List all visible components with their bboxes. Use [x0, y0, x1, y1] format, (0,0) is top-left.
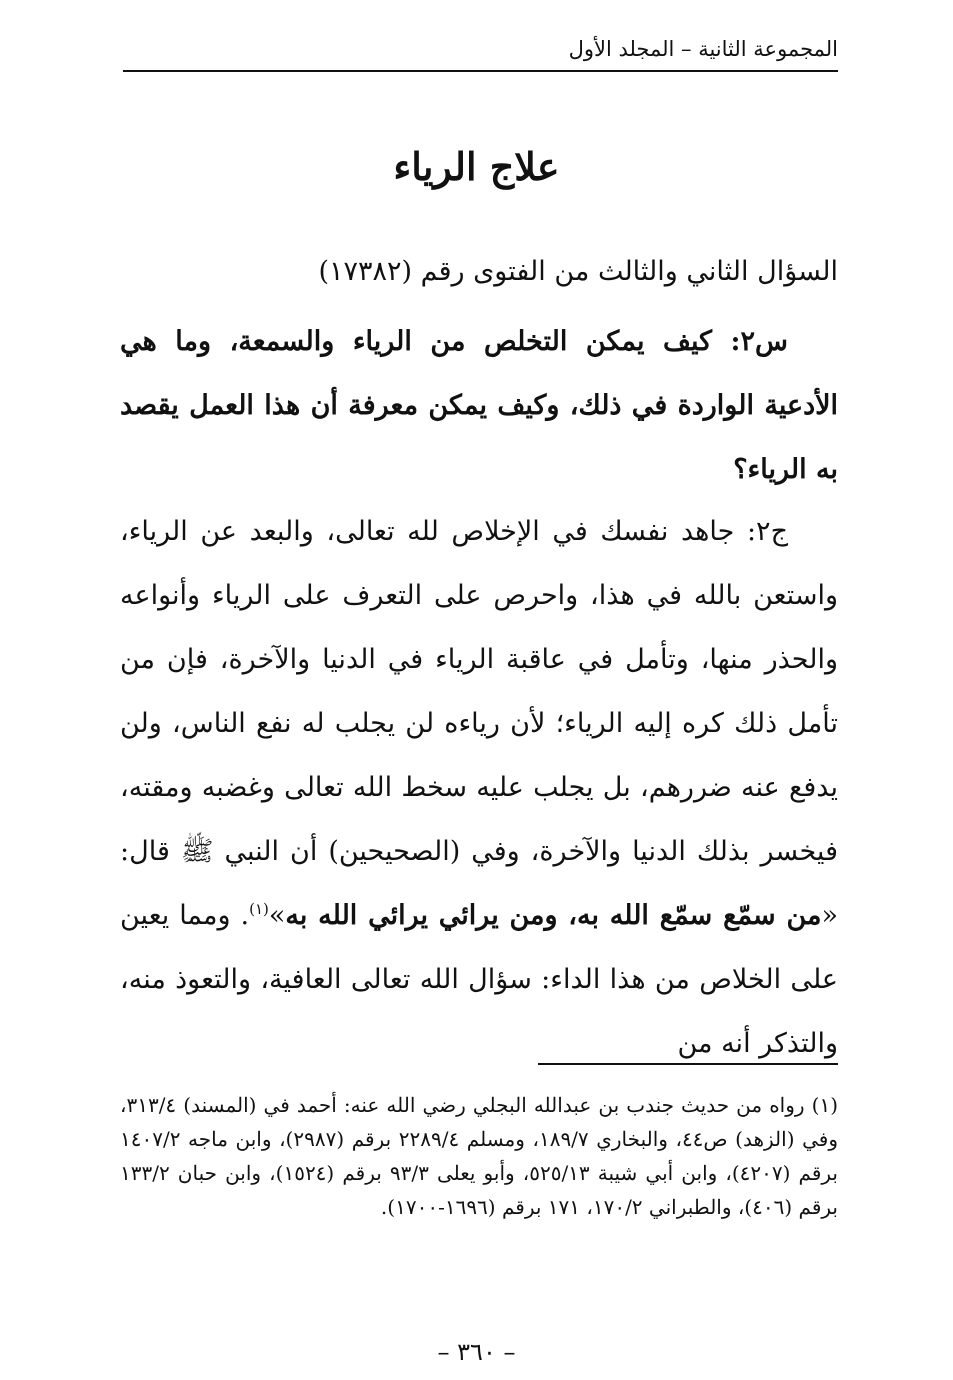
page-title: علاج الرياء [393, 144, 560, 189]
footnote-separator [538, 1063, 838, 1065]
question-paragraph: س٢: كيف يمكن التخلص من الرياء والسمعة، وما هي الأدعية الواردة في ذلك، وكيف يمكن معرفة أن هذا العمل يقصد به الرياء؟ [120, 326, 838, 485]
hadith-quote: من سمّع سمّع الله به، ومن يرائي يرائي الله به [285, 900, 822, 931]
running-header [123, 30, 838, 72]
footnote-text: (١) رواه من حديث جندب بن عبدالله البجلي رضي الله عنه: أحمد في (المسند) ٣١٣/٤، وفي (الزهد) ص٤٤، والبخاري ١٨٩/٧، ومسلم ٢٢٨٩/٤ برقم (٢٩٨٧)، وابن ماجه ١٤٠٧/٢ برقم (٤٢٠٧)، وابن أبي شيبة ٥٢٥/١٣، وأبو يعلى ٩٣/٣ برقم (١٥٢٤)، وابن حبان ١٣٣/٢ برقم (٤٠٦)، والطبراني ١٧٠/٢، ١٧١ برقم (١٦٩٦-١٧٠٠). [120, 1093, 838, 1219]
answer-paragraph [120, 500, 838, 1076]
running-header-title: المجموعة الثانية – المجلد الأول [568, 37, 838, 61]
footnote-marker: (١) [249, 900, 269, 918]
answer-text-part1: ج٢: جاهد نفسك في الإخلاص لله تعالى، والبعد عن الرياء، واستعن بالله في هذا، واحرص على التعرف على الرياء وأنواعه والحذر منها، وتأمل في عاقبة الرياء في الدنيا والآخرة، فإن من تأمل ذلك كره إليه الرياء؛ لأن رياءه لن يجلب له نفع الناس، ولن يدفع عنه ضررهم، بل يجلب عليه سخط الله تعالى وغضبه ومقته، فيخسر بذلك الدنيا والآخرة، وفي (الصحيحين) أن النبي ﷺ قال: « [120, 516, 839, 931]
answer-text-part3: . ومما يعين على الخلاص من هذا الداء: سؤال الله تعالى العافية، والتعوذ منه، والتذكر أنه من [120, 900, 838, 1059]
fatwa-reference: السؤال الثاني والثالث من الفتوى رقم (١٧٣٨٢) [318, 256, 838, 287]
answer-text-part2: » [268, 900, 286, 931]
page-number: – ٣٦٠ – [437, 1338, 516, 1366]
